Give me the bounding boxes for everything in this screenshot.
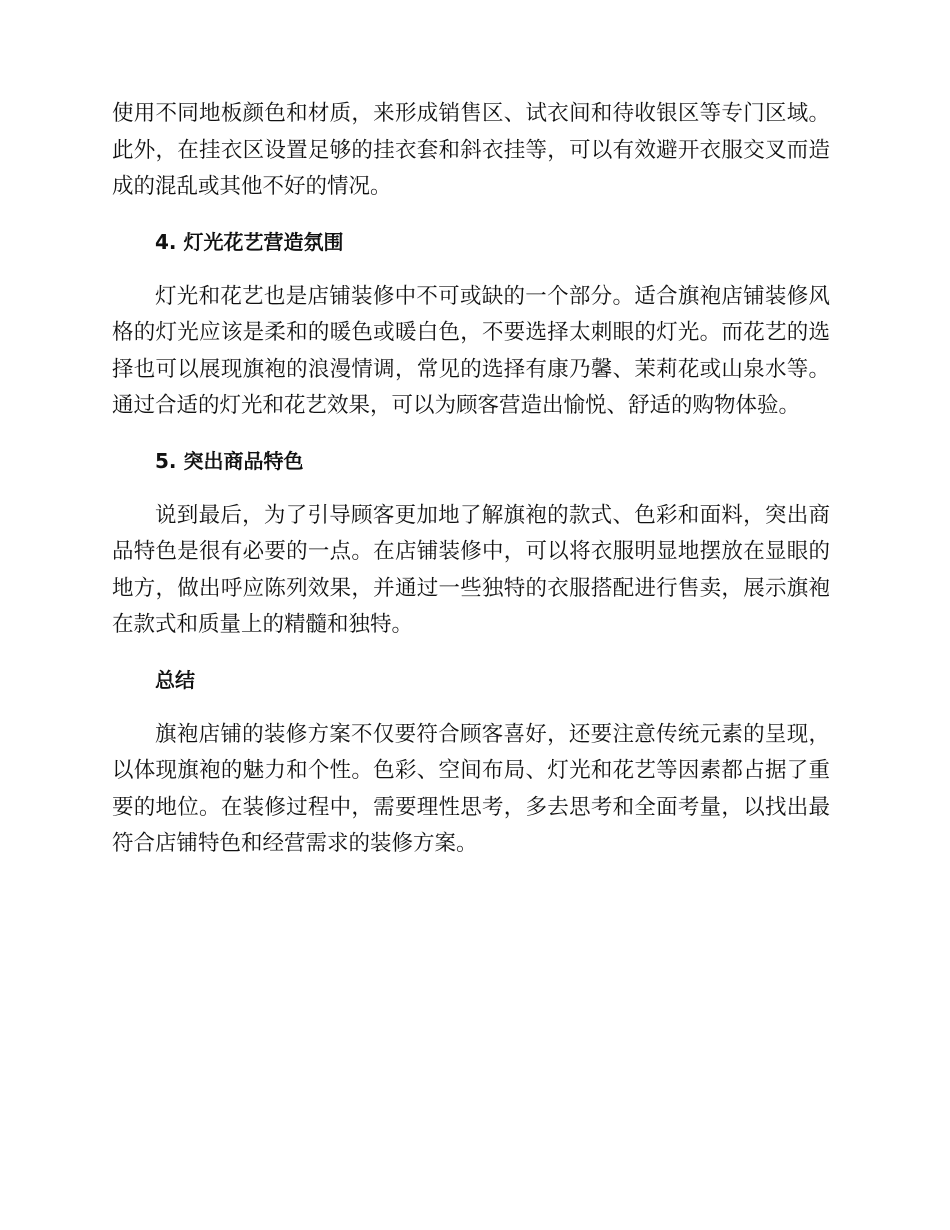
intro-paragraph: 使用不同地板颜色和材质，来形成销售区、试衣间和待收银区等专门区域。此外，在挂衣区设置足够的挂衣套和斜衣挂等，可以有效避开衣服交叉而造成的混乱或其他不好的情况。 bbox=[112, 101, 830, 199]
section-heading-summary: 总结 bbox=[155, 667, 195, 692]
section-heading-lighting: 4. 灯光花艺营造氛围 bbox=[155, 229, 344, 254]
section-paragraph-lighting: 灯光和花艺也是店铺装修中不可或缺的一个部分。适合旗袍店铺装修风格的灯光应该是柔和的暖色或暖白色，不要选择太刺眼的灯光。而花艺的选择也可以展现旗袍的浪漫情调，常见的选择有康乃馨、茉莉花或山泉水等。通过合适的灯光和花艺效果，可以为顾客营造出愉悦、舒适的购物体验。 bbox=[112, 283, 830, 418]
section-paragraph-summary: 旗袍店铺的装修方案不仅要符合顾客喜好，还要注意传统元素的呈现，以体现旗袍的魅力和个性。色彩、空间布局、灯光和花艺等因素都占据了重要的地位。在装修过程中，需要理性思考，多去思考和全面考量，以找出最符合店铺特色和经营需求的装修方案。 bbox=[112, 721, 830, 856]
section-paragraph-product-features: 说到最后，为了引导顾客更加地了解旗袍的款式、色彩和面料，突出商品特色是很有必要的一点。在店铺装修中，可以将衣服明显地摆放在显眼的地方，做出呼应陈列效果，并通过一些独特的衣服搭配进行售卖，展示旗袍在款式和质量上的精髓和独特。 bbox=[112, 502, 830, 637]
document-page bbox=[112, 96, 830, 863]
section-heading-product-features: 5. 突出商品特色 bbox=[155, 448, 304, 473]
